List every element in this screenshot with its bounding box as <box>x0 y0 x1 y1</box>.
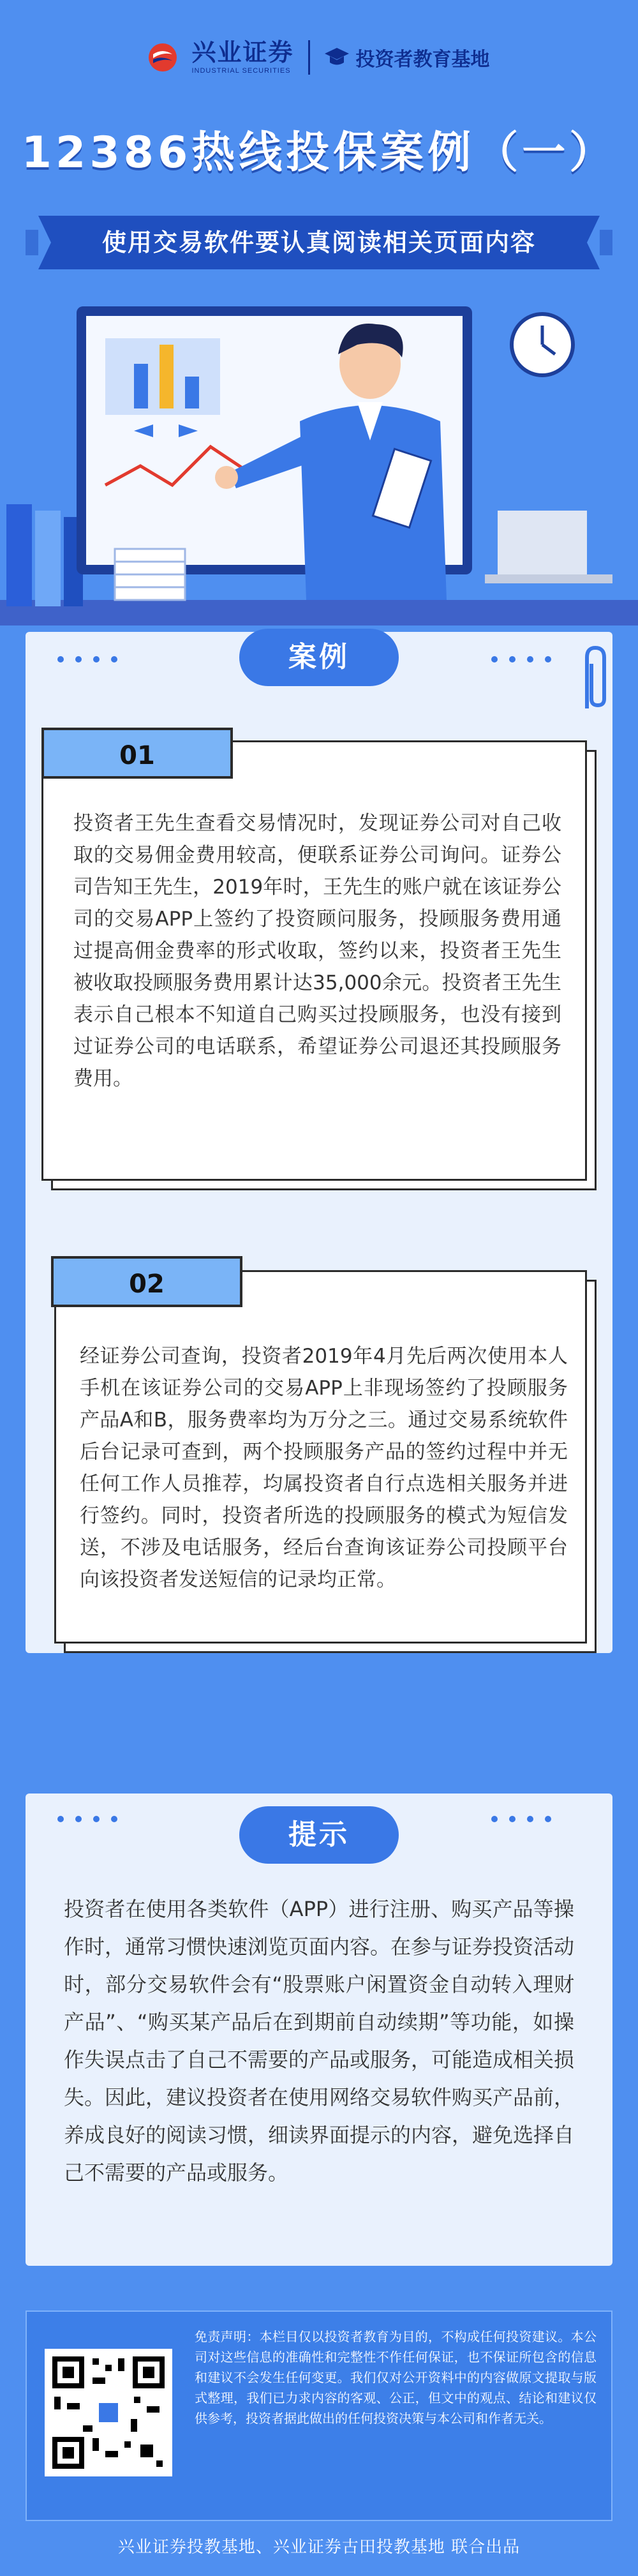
case-text-02: 经证券公司查询，投资者2019年4月先后两次使用本人手机在该证券公司的交易APP上非现场签约了投顾服务产品A和B，服务费率均为万分之三。通过交易系统软件后台记录可查到，两个投顾服务产品的签约过程中并无任何工作人员推荐，均属投资者自行点选相关服务并进行签约。同时，投资者所选的投顾服务的模式为短信发送，不涉及电话服务，经后台查询该证券公司投顾平台向该投资者发送短信的记录均正常。 <box>80 1345 568 1591</box>
clock-icon <box>512 314 573 375</box>
tip-text: 投资者在使用各类软件（APP）进行注册、购买产品等操作时，通常习惯快速浏览页面内容。在参与证券投资活动时，部分交易软件会有“股票账户闲置资金自动转入理财产品”、“购买某产品后在到期前自动续期”等功能，如操作失误点击了自己不需要的产品或服务，可能造成相关损失。因此，建议投资者在使用网络交易软件购买产品前，养成良好的阅读习惯，细读界面提示的内容，避免选择自己不需要的产品或服务。 <box>64 1897 575 2185</box>
tip-dots-right <box>491 1816 551 1822</box>
paperclip-icon <box>577 645 612 715</box>
case-text-01: 投资者王先生查看交易情况时，发现证券公司对自己收取的交易佣金费用较高，便联系证券公司询问。证券公司告知王先生，2019年时，王先生的账户就在该证券公司的交易APP上签约了投资顾问服务，投顾服务费用通过提高佣金费率的形式收取，签约以来，投资者王先生被收取投顾服务费用累计达35,000余元。投资者王先生表示自己根本不知道自己购买过投顾服务，也没有接到过证券公司的电话联系，希望证券公司退还其投顾服务费用。 <box>73 812 561 1090</box>
qr-code-icon[interactable] <box>45 2349 172 2476</box>
case-dots-left <box>57 656 117 663</box>
illustration-presenter <box>0 294 638 625</box>
case-dots-right <box>491 656 551 663</box>
brand-header <box>0 26 638 89</box>
disclaimer-text: 免责声明：本栏目仅以投资者教育为目的，不构成任何投资建议。本公司对这些信息的准确性和完整性不作任何保证，也不保证所包含的信息和建议不会发生任何变更。我们仅对公开资料中的内容做原文提取与版式整理，我们已力求内容的客观、公正，但文中的观点、结论和建议仅供参考，投资者据此做出的任何投资决策与本公司和作者无关。 <box>195 2329 597 2426</box>
company-logo-icon <box>148 43 177 72</box>
page-title: 12386热线投保案例（一） <box>21 128 617 178</box>
tip-dots-left <box>57 1816 117 1822</box>
case-number-02: 02 <box>51 1256 242 1307</box>
tip-section-label: 提示 <box>239 1806 399 1864</box>
education-base-label <box>324 43 490 71</box>
education-base-name: 投资者教育基地 <box>355 49 490 71</box>
brand-name: 兴业证券 <box>191 38 294 66</box>
case-section-label: 案例 <box>239 629 399 686</box>
brand-name-block <box>191 40 293 75</box>
brand-divider <box>308 40 310 75</box>
case-number-01: 01 <box>41 728 233 779</box>
graduation-cap-icon <box>324 47 350 68</box>
subtitle-text: 使用交易软件要认真阅读相关页面内容 <box>101 228 536 257</box>
subtitle-banner <box>26 211 612 274</box>
produced-by-line: 兴业证券投教基地、兴业证券古田投教基地 联合出品 <box>117 2538 521 2557</box>
brand-subtitle: INDUSTRIAL SECURITIES <box>191 67 291 75</box>
